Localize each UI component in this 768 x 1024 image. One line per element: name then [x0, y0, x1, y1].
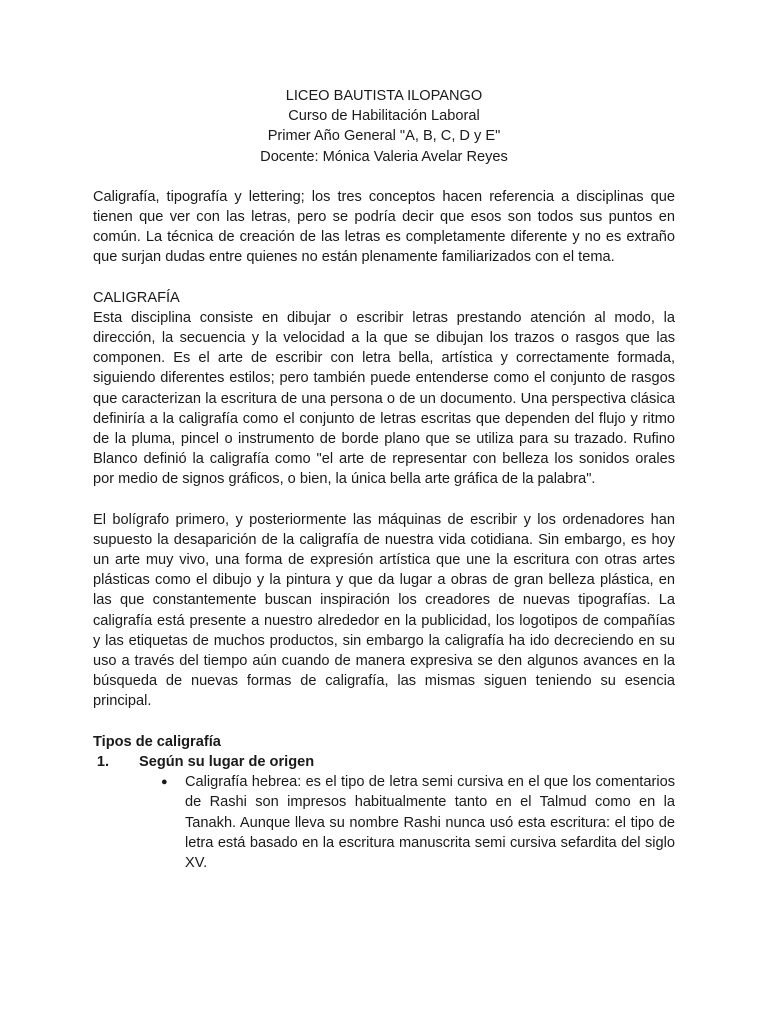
- tipo-bullet-list: [93, 772, 675, 873]
- course-name: Curso de Habilitación Laboral: [288, 108, 480, 125]
- tipos-heading: Tipos de caligrafía: [93, 733, 221, 750]
- tipos-list: [93, 752, 675, 873]
- caligrafia-paragraph-2: El bolígrafo primero, y posteriormente las máquinas de escribir y los ordenadores han supuesto la desaparición de la caligrafía de nuestra vida cotidiana. Sin embargo, es hoy un arte muy vivo, una forma de expresión artística que une la escritura con otras artes plásticas como el dibujo y la pintura y que da lugar a obras de gran belleza plástica, en las que constantemente buscan inspiración los creadores de nuevas tipografías. La caligrafía está presente a nuestro alrededor en la publicidad, los logotipos de compañías y las etiquetas de muchos productos, sin embargo la caligrafía ha ido decreciendo en su uso a través del tiempo aún cuando de manera expresiva se den algunos avances en la búsqueda de nuevas formas de caligrafía, las mismas siguen teniendo su esencia principal.: [93, 511, 675, 710]
- caligrafia-heading: CALIGRAFÍA: [93, 289, 180, 306]
- school-name: LICEO BAUTISTA ILOPANGO: [285, 88, 483, 104]
- bullet-icon: ●: [161, 776, 168, 789]
- document-header: [93, 86, 675, 167]
- tipo-item-number: 1.: [96, 753, 109, 770]
- tipo-item-title: [93, 752, 675, 772]
- document-page: [93, 86, 675, 873]
- tipo-item-label: Según su lugar de origen: [139, 753, 315, 770]
- teacher-name: Docente: Mónica Valeria Avelar Reyes: [260, 148, 508, 165]
- intro-paragraph: Caligrafía, tipografía y lettering; los tres conceptos hacen referencia a disciplinas que tienen que ver con las letras, pero se podría decir que esos son todos sus puntos en común. La técnica de creación de las letras es completamente diferente y no es extraño que surjan dudas entre quienes no están plenamente familiarizados con el tema.: [93, 188, 675, 266]
- grade-groups: Primer Año General "A, B, C, D y E": [267, 128, 501, 145]
- tipo-bullet-item: [93, 772, 675, 873]
- tipo-bullet-text: Caligrafía hebrea: es el tipo de letra semi cursiva en el que los comentarios de Rashi son impresos habitualmente tanto en el Talmud como en la Tanakh. Aunque lleva su nombre Rashi nunca usó esta escritura: el tipo de letra está basado en la escritura manuscrita semi cursiva sefardita del siglo XV.: [185, 774, 675, 871]
- tipos-list-item: [93, 752, 675, 873]
- caligrafia-paragraph-1: Esta disciplina consiste en dibujar o escribir letras prestando atención al modo, la dirección, la secuencia y la velocidad a la que se dibujan los trazos o rasgos que las componen. Es el arte de escribir con letra bella, artística y correctamente formada, siguiendo diferentes estilos; pero también puede entenderse como el conjunto de rasgos que caracterizan la escritura de una persona o de un documento. Una perspectiva clásica definiría a la caligrafía como el conjunto de letras escritas que dependen del flujo y ritmo de la pluma, pincel o instrumento de borde plano que se utiliza para su trazado. Rufino Blanco definió la caligrafía como "el arte de representar con belleza los sonidos orales por medio de signos gráficos, o bien, la única bella arte gráfica de la palabra".: [93, 309, 675, 488]
